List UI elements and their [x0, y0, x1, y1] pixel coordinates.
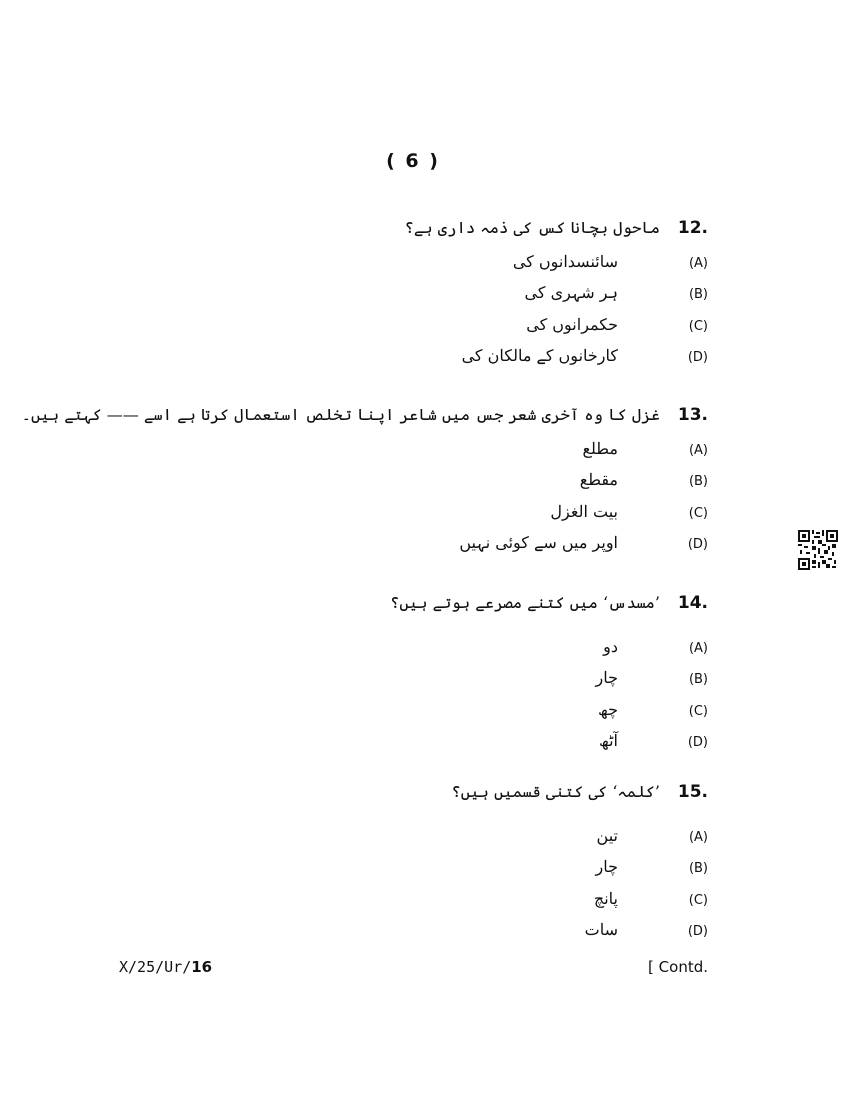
option-letter: (A)	[688, 641, 708, 656]
option-d	[148, 346, 708, 377]
question-number: 14.	[677, 593, 708, 613]
option-letter: (B)	[688, 672, 708, 688]
option-letter: (D)	[687, 923, 708, 939]
question-number: 15.	[677, 782, 708, 802]
exam-code-prefix: X/25/Ur/	[119, 958, 192, 976]
option-b	[148, 470, 708, 501]
option-text: بیت الغزل	[550, 501, 618, 521]
option-text: سائنسدانوں کی	[512, 252, 618, 271]
option-letter: (D)	[687, 536, 708, 552]
option-text: چھ	[598, 699, 618, 719]
option-b	[148, 857, 708, 888]
option-text: اوپر میں سے کوئی نہیں	[459, 532, 618, 552]
option-text: سات	[584, 919, 618, 939]
options-list	[148, 252, 708, 377]
options-list	[148, 637, 708, 762]
continued-label: [ Contd.	[648, 958, 708, 976]
option-text: مطلع	[582, 439, 618, 458]
question-12	[148, 218, 708, 377]
question-15	[148, 782, 708, 951]
question-number: 12.	[677, 218, 708, 238]
question-14	[148, 593, 708, 762]
option-d	[148, 920, 708, 951]
option-text: تین	[596, 826, 618, 845]
option-letter: (C)	[688, 703, 708, 719]
option-letter: (C)	[688, 892, 708, 908]
question-text: ماحول بچانا کس کی ذمہ داری ہے؟	[404, 218, 660, 237]
option-text: حکمرانوں کی	[526, 314, 618, 334]
option-text: آٹھ	[598, 730, 618, 750]
question-row	[148, 218, 708, 248]
option-text: دو	[603, 637, 618, 656]
option-a	[148, 439, 708, 470]
option-letter: (C)	[688, 318, 708, 334]
option-text: ہر شہری کی	[524, 283, 618, 303]
option-b	[148, 283, 708, 314]
option-d	[148, 533, 708, 564]
question-row	[21, 405, 708, 435]
question-13	[21, 405, 708, 564]
option-c	[148, 502, 708, 533]
option-d	[148, 731, 708, 762]
option-letter: (D)	[687, 734, 708, 750]
question-row	[148, 782, 708, 812]
option-letter: (D)	[687, 349, 708, 365]
question-text: ’کلمہ‘ کی کتنی قسمیں ہیں؟	[451, 782, 660, 801]
options-list	[148, 826, 708, 951]
question-number: 13.	[677, 405, 708, 425]
option-letter: (B)	[688, 287, 708, 303]
question-text: غزل کا وہ آخری شعر جس میں شاعر اپنا تخلص استعمال کرتا ہے اسے —— کہتے ہیں۔	[21, 405, 660, 424]
option-text: پانچ	[593, 888, 618, 908]
question-text: ’مسدس‘ میں کتنے مصرعے ہوتے ہیں؟	[390, 593, 660, 612]
option-a	[148, 252, 708, 283]
option-text: چار	[595, 857, 618, 877]
options-list	[148, 439, 708, 564]
option-letter: (A)	[688, 830, 708, 845]
option-letter: (A)	[688, 443, 708, 458]
page-number: ( 6 )	[386, 150, 440, 172]
option-c	[148, 315, 708, 346]
option-c	[148, 889, 708, 920]
option-letter: (C)	[688, 505, 708, 521]
qr-code-icon	[798, 530, 838, 570]
option-letter: (B)	[688, 474, 708, 490]
option-text: کارخانوں کے مالکان کی	[461, 345, 618, 365]
option-letter: (B)	[688, 861, 708, 877]
option-a	[148, 826, 708, 857]
option-b	[148, 668, 708, 699]
question-row	[148, 593, 708, 623]
option-letter: (A)	[688, 256, 708, 271]
option-text: مقطع	[579, 470, 618, 490]
option-a	[148, 637, 708, 668]
option-text: چار	[595, 668, 618, 688]
option-c	[148, 700, 708, 731]
exam-code	[119, 958, 212, 976]
exam-code-suffix: 16	[191, 958, 213, 976]
